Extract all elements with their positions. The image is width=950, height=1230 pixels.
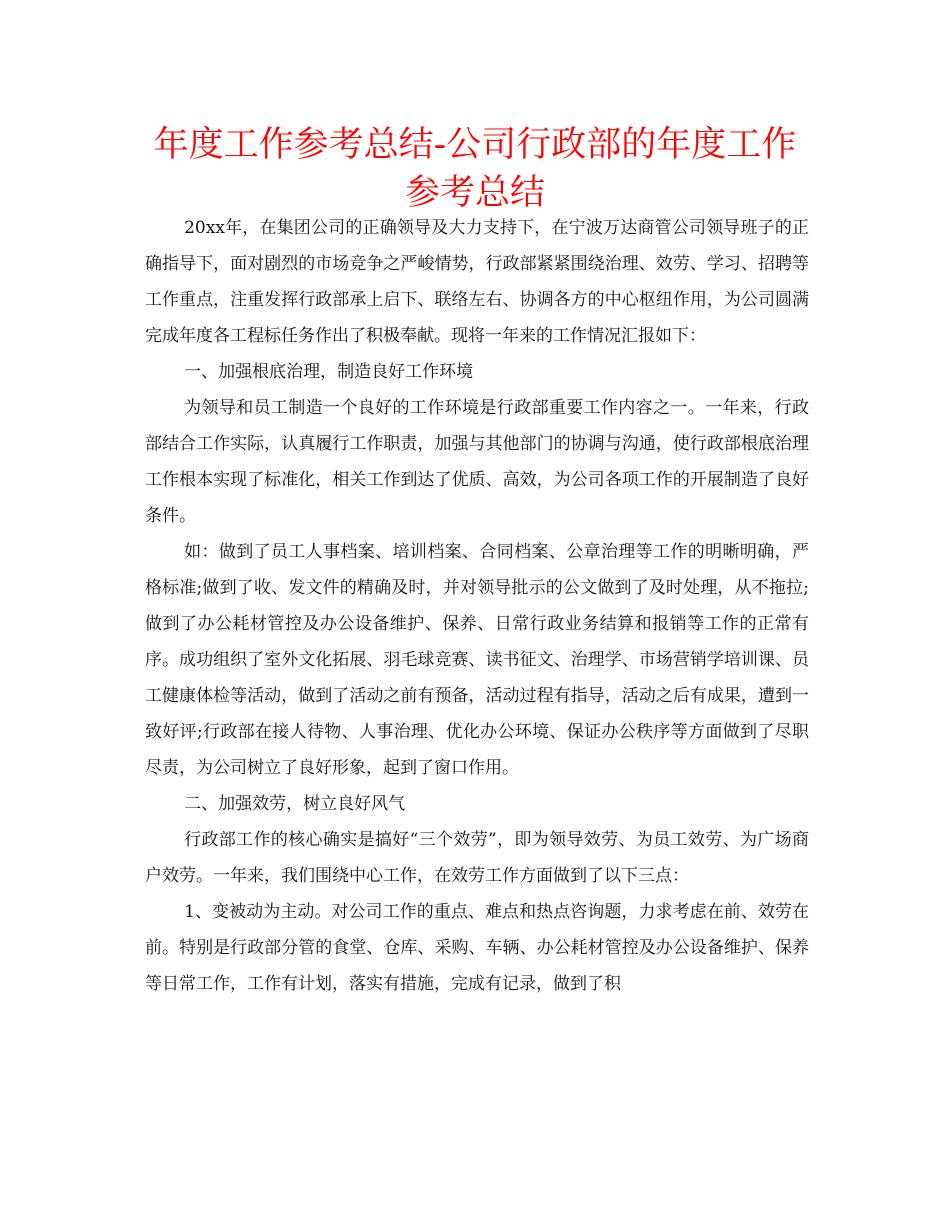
section-heading-1: 一、加强根底治理，制造良好工作环境 [184,362,474,382]
document-body [145,210,809,1002]
paragraph-section-2: 行政部工作的核心确实是搞好“三个效劳”，即为领导效劳、为员工效劳、为广场商户效劳。一年来，我们围绕中心工作，在效劳工作方面做到了以下三点： [145,830,809,886]
paragraph-intro: 20xx年，在集团公司的正确领导及大力支持下，在宁波万达商管公司领导班子的正确指导下，面对剧烈的市场竞争之严峻情势，行政部紧紧围绕治理、效劳、学习、招聘等工作重点，注重发挥行政部承上启下、联络左右、协调各方的中心枢纽作用，为公司圆满完成年度各工程标任务作出了积极奉献。现将一年来的工作情况汇报如下： [145,218,809,346]
paragraph-point-1: 1、变被动为主动。对公司工作的重点、难点和热点咨询题，力求考虑在前、效劳在前。特别是行政部分管的食堂、仓库、采购、车辆、办公耗材管控及办公设备维护、保养等日常工作，工作有计划，落实有措施，完成有记录，做到了积 [145,902,809,994]
paragraph-section-1: 为领导和员工制造一个良好的工作环境是行政部重要工作内容之一。一年来，行政部结合工作实际，认真履行工作职责，加强与其他部门的协调与沟通，使行政部根底治理工作根本实现了标准化，相关工作到达了优质、高效，为公司各项工作的开展制造了良好条件。 [145,398,809,526]
document-title: 年度工作参考总结-公司行政部的年度工作参考总结 [153,125,797,213]
paragraph-examples: 如：做到了员工人事档案、培训档案、合同档案、公章治理等工作的明晰明确，严格标准;做到了收、发文件的精确及时，并对领导批示的公文做到了及时处理，从不拖拉;做到了办公耗材管控及办公设备维护、保养、日常行政业务结算和报销等工作的正常有序。成功组织了室外文化拓展、羽毛球竞赛、读书征文、治理学、市场营销学培训课、员工健康体检等活动，做到了活动之前有预备，活动过程有指导，活动之后有成果，遭到一致好评;行政部在接人待物、人事治理、优化办公环境、保证办公秩序等方面做到了尽职尽责，为公司树立了良好形象，起到了窗口作用。 [145,542,809,778]
section-heading-2: 二、加强效劳，树立良好风气 [184,794,406,814]
